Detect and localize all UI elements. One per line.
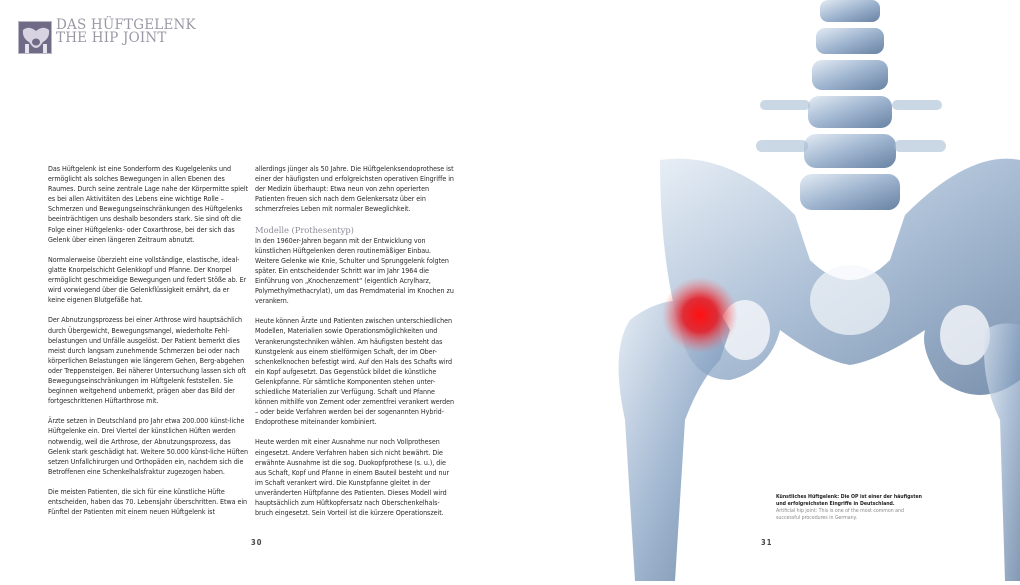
page-number-left: 30 bbox=[251, 538, 263, 547]
paragraph: allerdings jünger als 50 Jahre. Die Hüftgelenksendoprothese ist einer der häufigsten und erfolgreichsten operativen Eingriffe in der Medizin überhaupt: Etwa neun von zehn operierten Patienten freuen sich nach dem Gelenkersatz über ein schmerzfreies Leben mit normaler Beweglichkeit. bbox=[255, 164, 454, 214]
paragraph: Normalerweise überzieht eine vollständige, elastische, ideal-glatte Knorpelschicht Gelenkkopf und Pfanne. Der Knorpel ermöglicht geschmeidige Bewegungen und federt Stöße ab. Er wird vorwiegend über die Gelenkflüssigkeit ernährt, da er keine eigenen Blutgefäße hat. bbox=[48, 254, 247, 305]
pelvis-logo-icon bbox=[18, 21, 52, 54]
paragraph: Heute können Ärzte und Patienten zwischen unterschiedlichen Modellen, Materialien sowie Operationsmöglichkeiten und Verankerungstechniken wählen. Am häufigsten besteht das Kunstgelenk aus einem stielförmigen Schaft, der im Ober-schenkelknochen befestigt wird. Auf den Hals des Schafts wird ein Kopf aufgesetzt. Das Gegenstück bildet die künstliche Gelenkpfanne. Für sämtliche Komponenten stehen unter-schiedliche Materialien zur Verfügung. Schaft und Pfanne können mithilfe von Zement oder zementfrei verankert werden – oder beide Verfahren werden bei der sogenannten Hybrid-Endoprothese miteinander kombiniert. bbox=[255, 316, 454, 427]
paragraph: Der Abnutzungsprozess bei einer Arthrose wird hauptsächlich durch Übergewicht, Bewegungsmangel, wiederholte Fehl-belastungen und Unfälle ausgelöst. Der Patient bemerkt dies meist durch langsam zunehmende Schmerzen bei oder nach körperlichen Belastungen wie längerem Gehen, Berg-abgehen oder Treppensteigen. Bei näherer Untersuchung lassen sich oft Bewegungseinschränkungen im Hüftgelenk feststellen. Sie beginnen weitgehend unbemerkt, prägen aber das Bild der fortgeschrittenen Hüftarthrose mit. bbox=[48, 315, 246, 406]
middle-text-column bbox=[255, 164, 455, 528]
page-number-right: 31 bbox=[761, 538, 773, 547]
paragraph: Die meisten Patienten, die sich für eine künstliche Hüfte entscheiden, haben das 70. Lebensjahr überschritten. Etwa ein Fünftel der Patienten mit einem neuen Hüftgelenk ist bbox=[48, 487, 248, 517]
subheading: Modelle (Prothesentyp) bbox=[255, 224, 354, 235]
paragraph: In den 1960er-Jahren begann mit der Entwicklung von künstlichen Hüftgelenken deren routinemäßiger Einbau. Weitere Gelenke wie Knie, Schulter und Sprunggelenk folgten später. Ein entscheidender Schritt war im Jahr 1964 die Einführung von „Knochenzement“ (eigentlich Acrylharz, Polymethylmethacrylat), um das Fremdmaterial im Knochen zu verankern. bbox=[255, 235, 454, 306]
paragraph: Ärzte setzen in Deutschland pro Jahr etwa 200.000 künst-liche Hüftgelenke ein. Drei Viertel der künstlichen Hüften werden notwendig, weil die Arthrose, der Abnutzungsprozess, das Gelenk stark geschädigt hat. Weitere 50.000 künst-liche Hüften setzen Unfallchirurgen und Orthopäden ein, nachdem sich die Betroffenen eine Schenkelhalsfraktur zugezogen haben. bbox=[48, 416, 249, 476]
left-text-column bbox=[48, 164, 248, 527]
paragraph: Heute werden mit einer Ausnahme nur noch Vollprothesen eingesetzt. Andere Verfahren haben sich nicht bewährt. Die erwähnte Ausnahme ist die sog. Duokopfprothese (s. u.), die aus Schaft, Kopf und Pfanne in einem Bauteil besteht und nur im Schaft verankert wird. Die Kunstpfanne gleitet in der unveränderten Hüftpfanne des Patienten. Dieses Modell wird hauptsächlich zum Hüftkopfersatz nach Oberschenkelhals-bruch eingesetzt. Sein Vorteil ist die kürzere Operationszeit. bbox=[255, 437, 450, 518]
section-title bbox=[56, 19, 196, 45]
caption-german: Künstliches Hüftgelenk: Die OP ist einer der häufigsten und erfolgreichsten Eingriffe in Deutschland. bbox=[776, 494, 922, 507]
image-caption bbox=[776, 494, 926, 522]
caption-english: Artificial hip joint: This is one of the most common and successful procedures in Germany. bbox=[776, 508, 904, 521]
title-german: DAS HÜFTGELENK bbox=[56, 17, 196, 33]
paragraph: Das Hüftgelenk ist eine Sonderform des Kugelgelenks und ermöglicht als solches Bewegungen in allen Ebenen des Raumes. Durch seine zentrale Lage nahe der Körpermitte spielt es bei allen Aktivitäten des Lebens eine wichtige Rolle – Schmerzen und Bewegungseinschränkungen des Hüftgelenks beeinträchtigen uns deshalb besonders stark. Sie sind oft die Folge einer Hüftgelenks- oder Coxarthrose, bei der sich das Gelenk über einen längeren Zeitraum abnutzt. bbox=[48, 164, 249, 244]
title-english: THE HIP JOINT bbox=[56, 30, 167, 46]
